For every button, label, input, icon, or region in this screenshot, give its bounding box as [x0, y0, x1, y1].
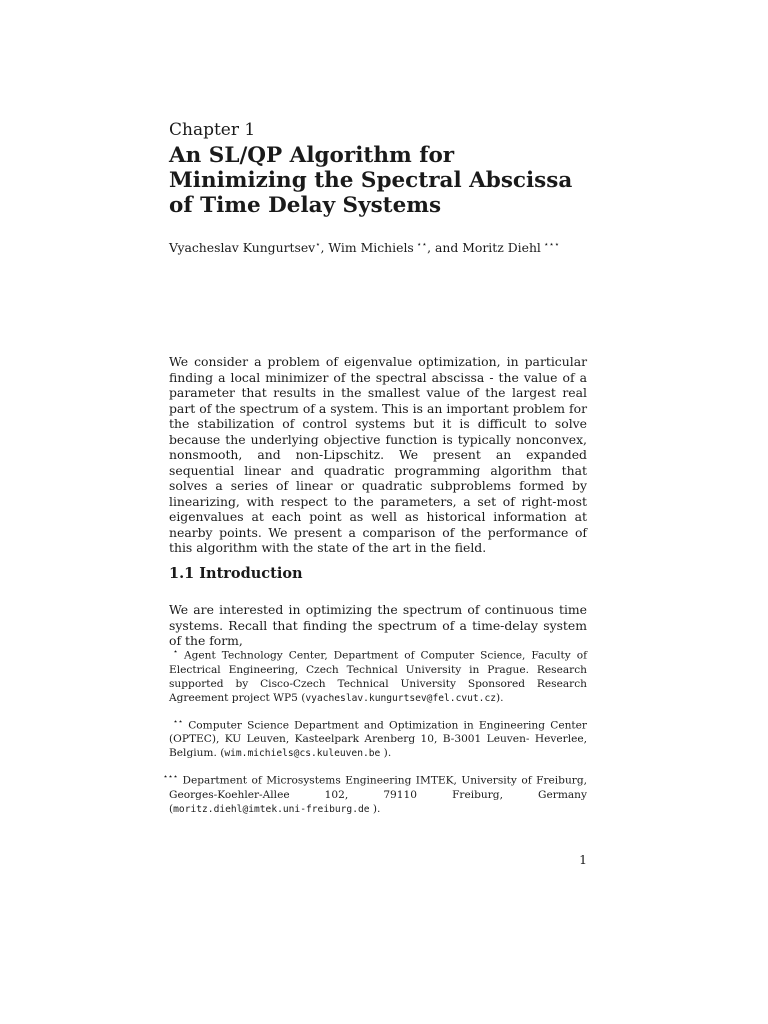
footnote: [169, 645, 587, 706]
page-number: 1: [579, 852, 587, 867]
author-mark: ⋆⋆⋆: [540, 240, 560, 250]
footnote-text: Agent Technology Center, Department of Computer Science, Faculty of Electrical Engineering, Czech Technical University in Prague. Research supported by Cisco-Czech Technical University Sponsored Research Agreement project WP5 (: [169, 649, 587, 704]
chapter-label: Chapter 1: [169, 120, 256, 140]
author-mark: ⋆⋆: [413, 240, 428, 250]
author-name: Moritz Diehl: [462, 240, 541, 256]
author-name: Wim Michiels: [328, 240, 414, 256]
footnote-email[interactable]: vyacheslav.kungurtsev@fel.cvut.cz: [305, 692, 496, 704]
footnote-mark: ⋆: [173, 647, 179, 656]
footnote-email[interactable]: wim.michiels@cs.kuleuven.be: [224, 748, 381, 760]
footnote-text: Department of Microsystems Engineering IMTEK, University of Freiburg, Georges-Koehler-Allee 102, 79110 Freiburg, Germany (: [169, 774, 587, 815]
footnote: [163, 770, 587, 817]
footnote-mark: ⋆⋆: [173, 716, 184, 726]
footnote-text: Computer Science Department and Optimization in Engineering Center (OPTEC), KU Leuven, Kasteelpark Arenberg 10, B-3001 Leuven- Heverlee, Belgium. (: [169, 719, 587, 760]
abstract: We consider a problem of eigenvalue optimization, in particular finding a local minimizer of the spectral abscissa - the value of a parameter that results in the smallest value of the largest real part of the spectrum of a system. This is an important problem for the stabilization of control systems but it is difficult to solve because the underlying objective function is typically nonconvex, nonsmooth, and non-Lipschitz. We present an expanded sequential linear and quadratic programming algorithm that solves a series of linear or quadratic subproblems formed by linearizing, with respect to the parameters, a set of right-most eigenvalues at each point as well as historical information at nearby points. We present a comparison of the performance of this algorithm with the state of the art in the field.: [169, 354, 587, 555]
chapter-title: An SL/QP Algorithm for Minimizing the Spectral Abscissa of Time Delay Systems: [169, 143, 573, 218]
footnote-email[interactable]: moritz.diehl@imtek.uni-freiburg.de: [173, 803, 370, 815]
author-separator: , and: [427, 240, 463, 256]
author-separator: ,: [320, 240, 329, 256]
footnote-mark: ⋆⋆⋆: [163, 772, 179, 782]
author-mark: ⋆: [315, 240, 321, 250]
footnotes: [163, 645, 587, 826]
footnote-end: ).: [380, 747, 392, 760]
author-list: [169, 240, 560, 255]
footnote-end: ).: [496, 691, 504, 704]
intro-paragraph: We are interested in optimizing the spectrum of continuous time systems. Recall that finding the spectrum of a time-delay system of the form,: [169, 602, 587, 648]
footnote-end: ).: [369, 802, 381, 815]
author-name: Vyacheslav Kungurtsev: [169, 240, 316, 256]
footnote: [169, 715, 587, 762]
section-heading: 1.1 Introduction: [169, 565, 303, 582]
